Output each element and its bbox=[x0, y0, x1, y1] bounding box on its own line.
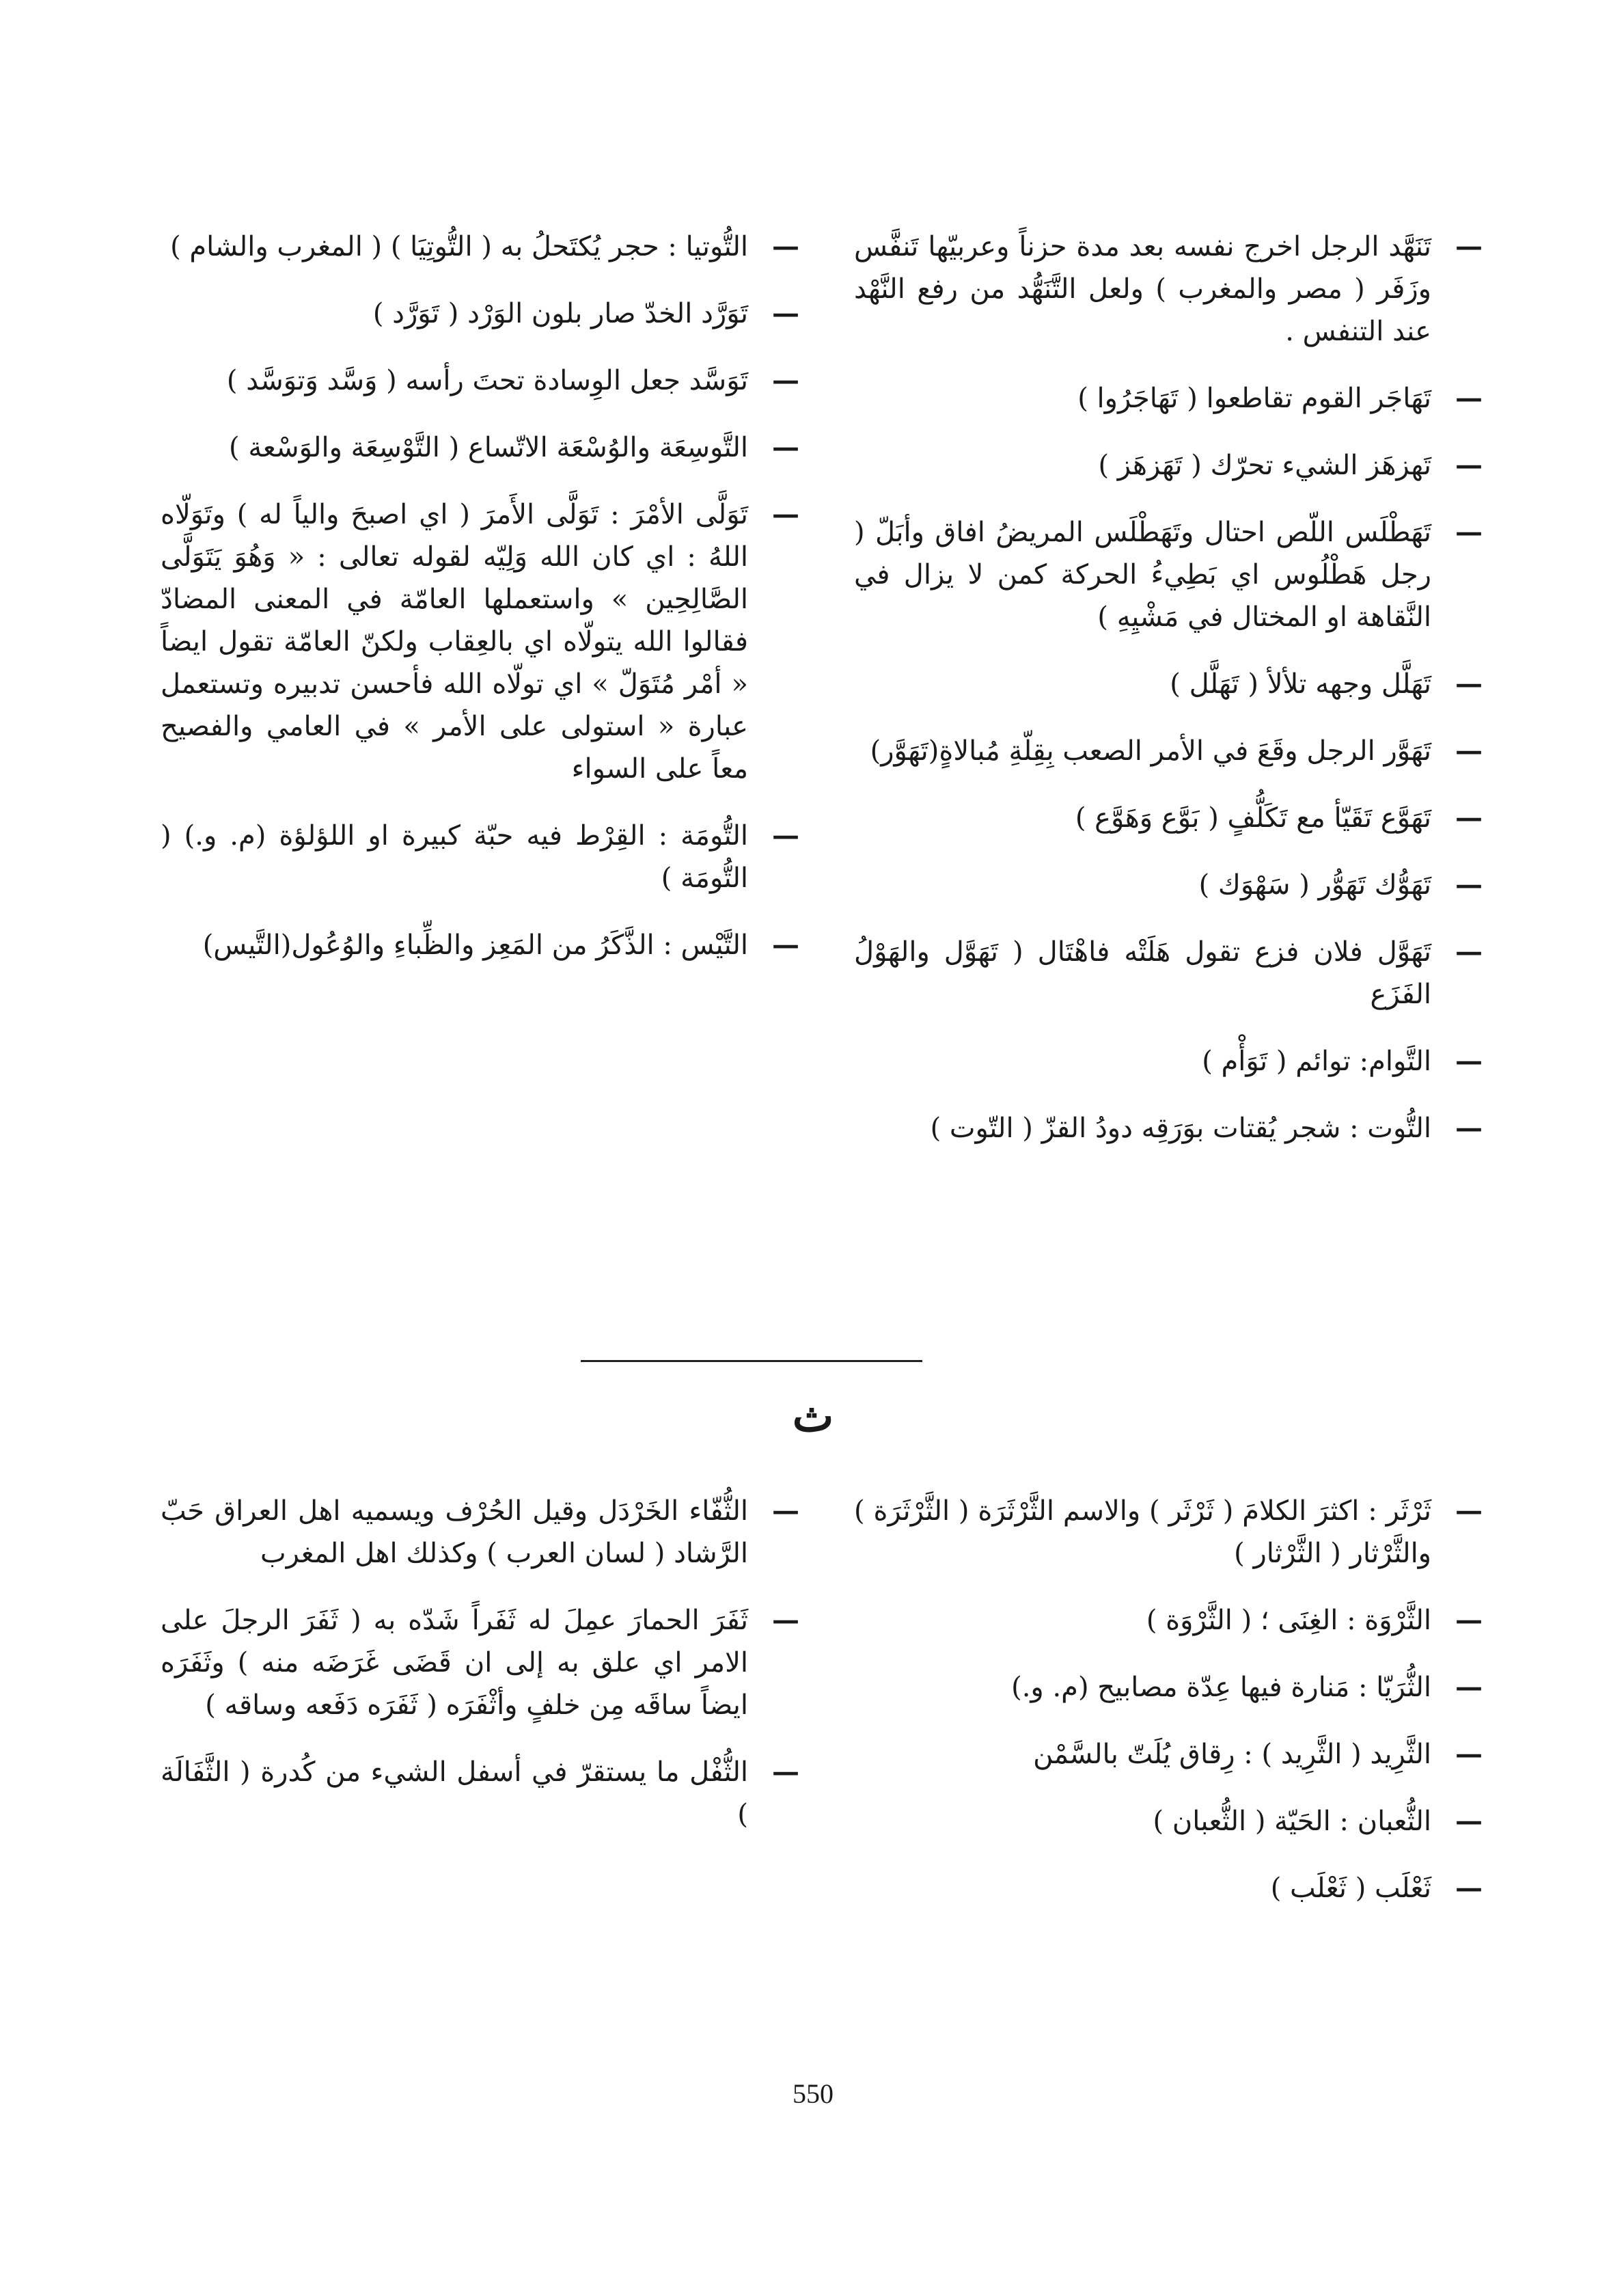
entry-dash-marker: — bbox=[772, 1495, 799, 1527]
dictionary-entry bbox=[161, 1751, 806, 1836]
entry-text: التَّوسِعَة والوُسْعَة الاتّساع ( التَّوْسِعَة والوَسْعة ) bbox=[229, 432, 748, 463]
bottom-right-column bbox=[854, 1490, 1489, 1934]
entry-text: تَوَرَّد الخدّ صار بلون الوَرْد ( تَوَرَّد ) bbox=[372, 298, 748, 329]
entry-text: تَهَوُّك تَهَوُّر ( سَهْوَك ) bbox=[1198, 869, 1431, 901]
entry-text: التَّوام: توائم ( تَوَأْم ) bbox=[1202, 1046, 1431, 1077]
entry-text: تَهَلَّل وجهه تلألأ ( تَهَلَّل ) bbox=[1170, 668, 1431, 700]
dictionary-entry bbox=[854, 730, 1489, 772]
entry-text: الثُّعبان : الحَيّة ( الثُّعبان ) bbox=[1153, 1806, 1431, 1837]
dictionary-entry bbox=[161, 293, 806, 335]
dictionary-entry bbox=[854, 1666, 1489, 1709]
dictionary-entry bbox=[854, 1800, 1489, 1843]
entry-dash-marker: — bbox=[1455, 1738, 1483, 1770]
dictionary-entry bbox=[161, 924, 806, 966]
entry-dash-marker: — bbox=[772, 1604, 799, 1636]
dictionary-entry bbox=[854, 663, 1489, 705]
entry-dash-marker: — bbox=[1455, 1045, 1483, 1077]
entry-text: ثَعْلَب ( ثَعْلَب ) bbox=[1270, 1873, 1431, 1904]
dictionary-entry bbox=[854, 377, 1489, 420]
section-divider bbox=[581, 1360, 922, 1362]
entry-text: الثُّفّاء الخَرْدَل وقيل الحُرْف ويسميه اهل العراق حَبّ الرَّشاد ( لسان العرب ) وكذلك اهل المغرب bbox=[161, 1495, 748, 1569]
entry-dash-marker: — bbox=[772, 431, 799, 463]
dictionary-entry bbox=[161, 815, 806, 899]
dictionary-entry bbox=[854, 1733, 1489, 1776]
dictionary-entry bbox=[854, 864, 1489, 906]
entry-dash-marker: — bbox=[1455, 1495, 1483, 1527]
entry-text: التُّوت : شجر يُقتات بوَرَقِه دودُ القزّ ( التّوت ) bbox=[930, 1113, 1431, 1144]
dictionary-entry bbox=[854, 1040, 1489, 1083]
section-letter-heading: ث bbox=[792, 1391, 834, 1442]
entry-text: الثُّرَيّا : مَنارة فيها عِدّة مصابيح (م. و.) bbox=[1011, 1672, 1431, 1703]
dictionary-entry bbox=[161, 493, 806, 790]
entry-text: ثَفَرَ الحمارَ عمِلَ له ثَفَراً شَدّه به ( ثَفَرَ الرجلَ على الامر اي علق به إلى ان قَضَى غَرَضَه منه ) وثَفَرَه ايضاً ساقَه مِن خلفٍ وأثْفَرَه ( ثَفَرَه دَفَعه وساقه ) bbox=[161, 1605, 748, 1721]
entry-text: الثَّرِيد ( الثَّرِيد ) : رِقاق يُلَتّ بالسَّمْن bbox=[1033, 1739, 1431, 1770]
entry-dash-marker: — bbox=[772, 929, 799, 961]
entry-dash-marker: — bbox=[1455, 936, 1483, 968]
dictionary-entry bbox=[854, 444, 1489, 487]
entry-dash-marker: — bbox=[1455, 735, 1483, 767]
dictionary-entry bbox=[161, 426, 806, 469]
page-number: 550 bbox=[793, 2078, 834, 2109]
entry-text: الثَّرْوَة : الغِنَى ؛ ( الثَّرْوَة ) bbox=[1146, 1605, 1431, 1636]
entry-dash-marker: — bbox=[1455, 449, 1483, 481]
dictionary-entry bbox=[161, 1599, 806, 1726]
entry-text: التُّوتيا : حجر يُكتَحلُ به ( التُّوتِيَا ) ( المغرب والشام ) bbox=[170, 231, 748, 262]
dictionary-entry bbox=[161, 226, 806, 268]
entry-dash-marker: — bbox=[1455, 1112, 1483, 1144]
entry-dash-marker: — bbox=[1455, 869, 1483, 901]
dictionary-entry bbox=[854, 931, 1489, 1016]
top-left-column bbox=[161, 226, 806, 991]
entry-dash-marker: — bbox=[772, 364, 799, 396]
dictionary-entry bbox=[161, 1490, 806, 1575]
entry-dash-marker: — bbox=[1455, 1671, 1483, 1703]
top-right-column bbox=[854, 226, 1489, 1174]
entry-text: تَهَوَّل فلان فزع تقول هَلَتْه فاهْتَال ( تَهَوَّل والهَوْلُ الفَزَع bbox=[854, 936, 1431, 1010]
entry-dash-marker: — bbox=[1455, 668, 1483, 700]
entry-text: التُّومَة : القِرْط فيه حبّة كبيرة او اللؤلؤة (م. و.) ( التُّومَة ) bbox=[161, 820, 748, 894]
entry-text: ثَرْثَر : اكثرَ الكلامَ ( ثَرْثَر ) والاسم الثَّرْثَرَة ( الثَّرْثَرَة ) والثَّرْثار ( الثَّرْثار ) bbox=[854, 1495, 1431, 1569]
entry-text: التَّيْس : الذَّكَرُ من المَعِز والظِّباءِ والوُعُول(التَّيس) bbox=[202, 929, 748, 961]
entry-text: تَهَوَّع تَقَيّأ مع تَكَلُّفٍ ( بَوَّع وَهَوَّع ) bbox=[1075, 802, 1431, 834]
entry-dash-marker: — bbox=[1455, 230, 1483, 262]
dictionary-entry bbox=[854, 1599, 1489, 1642]
entry-dash-marker: — bbox=[772, 498, 799, 530]
entry-text: تَنَهَّد الرجل اخرج نفسه بعد مدة حزناً وعربيّها تَنفَّس وزَفَر ( مصر والمغرب ) ولعل التَّنَهُّد من رفع النَّهْد عند التنفس . bbox=[854, 231, 1431, 347]
entry-text: الثُّفْل ما يستقرّ في أسفل الشيء من كُدرة ( الثَّفَالَة ) bbox=[161, 1756, 748, 1830]
entry-dash-marker: — bbox=[1455, 1805, 1483, 1837]
bottom-left-column bbox=[161, 1490, 806, 1860]
entry-text: تَوَسَّد جعل الوِسادة تحتَ رأسه ( وَسَّد وَتوَسَّد ) bbox=[226, 365, 748, 396]
entry-dash-marker: — bbox=[772, 819, 799, 852]
dictionary-entry bbox=[854, 1490, 1489, 1575]
dictionary-entry bbox=[161, 359, 806, 402]
entry-dash-marker: — bbox=[772, 1756, 799, 1788]
dictionary-entry bbox=[854, 797, 1489, 839]
entry-dash-marker: — bbox=[1455, 516, 1483, 548]
dictionary-entry bbox=[854, 226, 1489, 353]
dictionary-entry bbox=[854, 511, 1489, 638]
entry-text: تَهَوَّر الرجل وقَعَ في الأمر الصعب بِقِلّةِ مُبالاةٍ(تَهَوَّر) bbox=[870, 735, 1431, 767]
entry-dash-marker: — bbox=[1455, 802, 1483, 834]
entry-dash-marker: — bbox=[1455, 1872, 1483, 1904]
dictionary-entry bbox=[854, 1867, 1489, 1909]
entry-dash-marker: — bbox=[1455, 1604, 1483, 1636]
entry-dash-marker: — bbox=[1455, 382, 1483, 414]
entry-dash-marker: — bbox=[772, 297, 799, 329]
entry-text: تَهزهَز الشيء تحرّك ( تَهَزهَز ) bbox=[1098, 450, 1431, 481]
entry-text: تَوَلَّى الأمْرَ : تَوَلَّى الأَمرَ ( اي اصبحَ والياً له ) وتَوَلّاه اللهُ : اي كان الله وَلِيّه لقوله تعالى : « وَهُوَ يَتَوَلَّى الصَّالِحِين » واستعملها العامّة في المعنى المضادّ فقالوا الله يتولّاه اي بالعِقاب ولكنّ العامّة تقول ايضاً « أمْر مُتَوَلّ » اي تولّاه الله فأحسن تدبيره وتستعمل عبارة « استولى على الأمر » في العامي والفصيح معاً على السواء bbox=[161, 499, 748, 785]
entry-text: تَهَطْلَس اللّص احتال وتَهَطْلَس المريضُ افاق وأبَلّ ( رجل هَطْلُوس اي بَطِيءُ الحركة كمن لا يزال في النَّقاهة او المختال في مَشْيِهِ ) bbox=[854, 517, 1431, 633]
entry-dash-marker: — bbox=[772, 230, 799, 262]
dictionary-entry bbox=[854, 1107, 1489, 1150]
entry-text: تَهَاجَر القوم تقاطعوا ( تَهَاجَرُوا ) bbox=[1077, 383, 1431, 414]
